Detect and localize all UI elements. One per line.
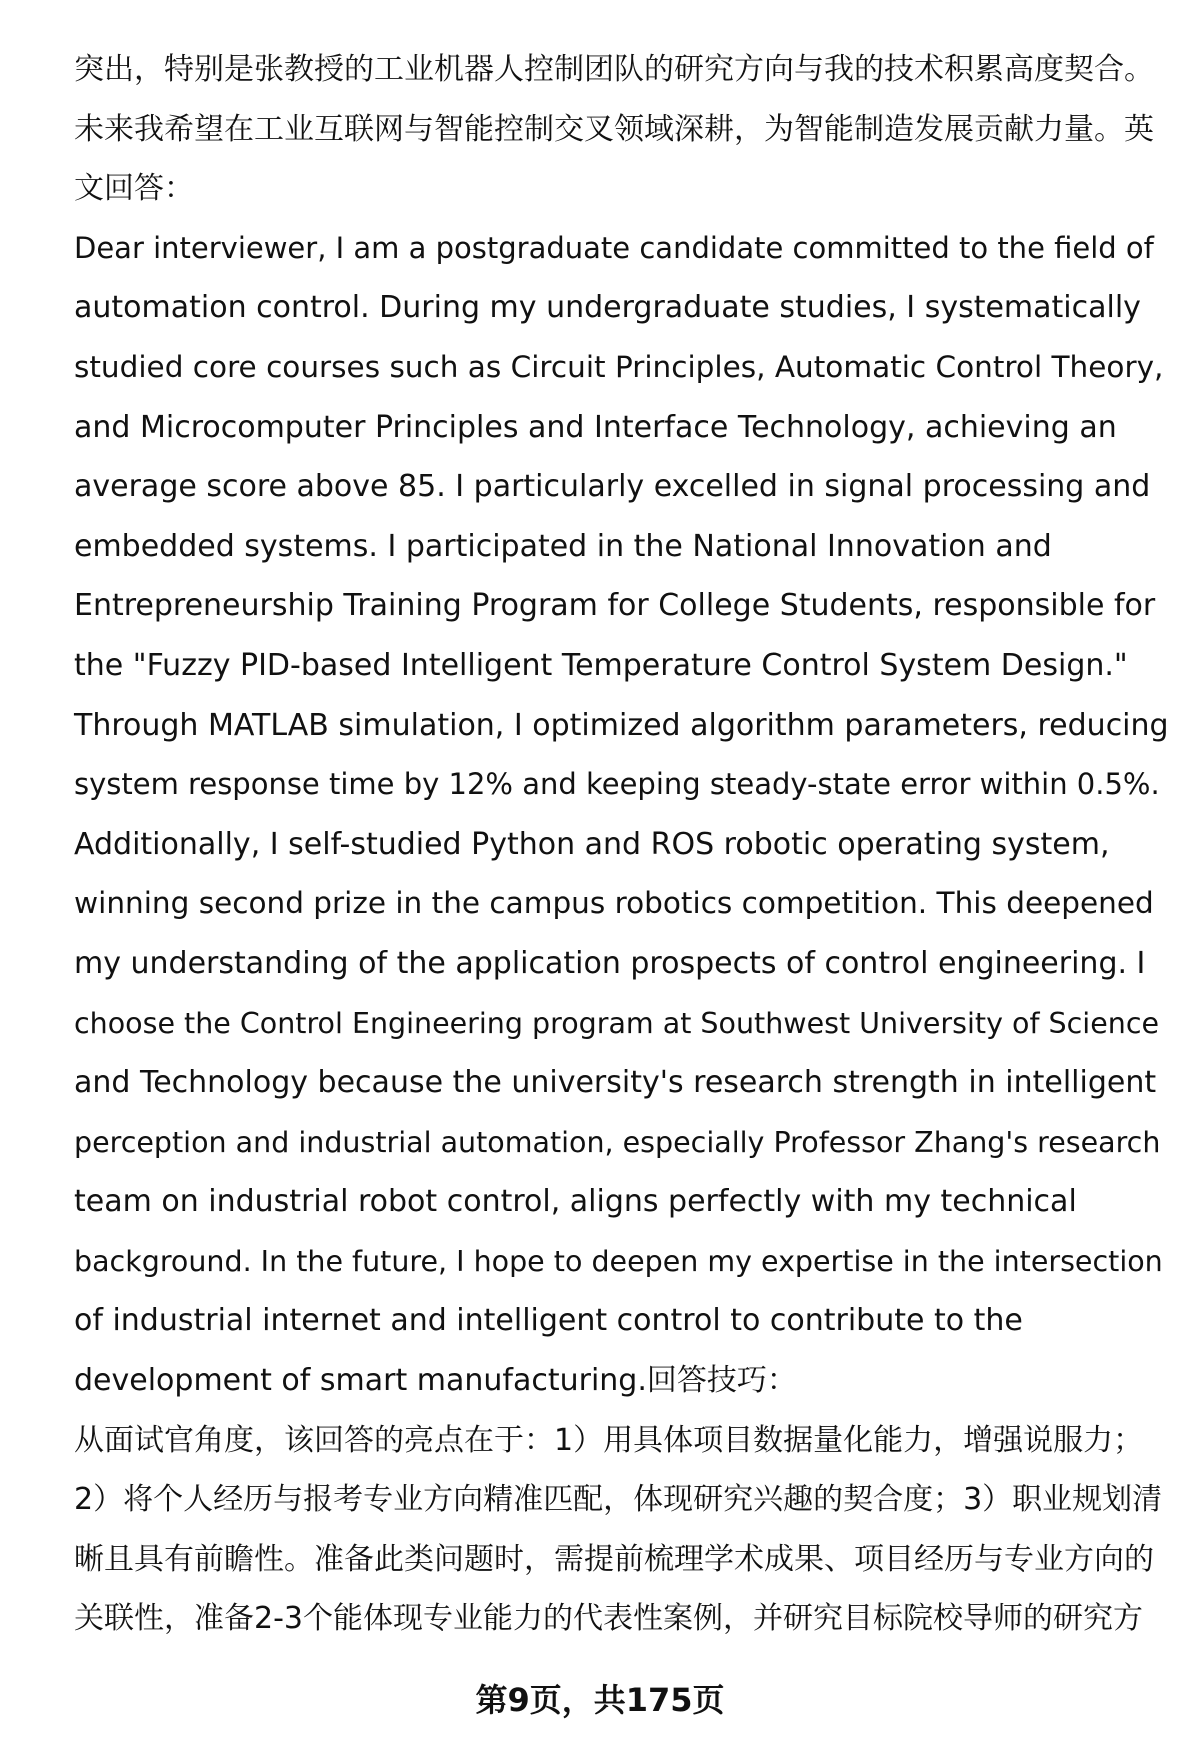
text-line: 2）将个人经历与报考专业方向精准匹配，体现研究兴趣的契合度；3）职业规划清 [74, 1482, 1163, 1518]
text-line: embedded systems. I participated in the National Innovation and [74, 528, 1052, 564]
text-line: Additionally, I self-studied Python and ROS robotic operating system, [74, 826, 1110, 862]
text-line: winning second prize in the campus robotics competition. This deepened [74, 886, 1154, 921]
text-line: 从面试官角度，该回答的亮点在于：1）用具体项目数据量化能力，增强说服力； [74, 1422, 1144, 1458]
body-text [74, 40, 1169, 1649]
text-line: perception and industrial automation, especially Professor Zhang's research [74, 1125, 1161, 1159]
text-line: 未来我希望在工业互联网与智能控制交叉领域深耕，为智能制造发展贡献力量。英 [74, 111, 1154, 147]
text-line: Entrepreneurship Training Program for College Students, responsible for [74, 588, 1156, 624]
text-line: studied core courses such as Circuit Principles, Automatic Control Theory, [74, 349, 1164, 384]
text-line: 晰且具有前瞻性。准备此类问题时，需提前梳理学术成果、项目经历与专业方向的 [74, 1541, 1154, 1577]
text-line: development of smart manufacturing.回答技巧： [74, 1363, 797, 1399]
text-line: Through MATLAB simulation, I optimized algorithm parameters, reducing [74, 707, 1169, 743]
text-line: choose the Control Engineering program at Southwest University of Science [74, 1006, 1160, 1040]
page-number: 第9页，共175页 [475, 1681, 725, 1719]
text-line: 突出，特别是张教授的工业机器人控制团队的研究方向与我的技术积累高度契合。 [74, 52, 1154, 87]
text-line: automation control. During my undergraduate studies, I systematically [74, 290, 1141, 326]
text-line: and Technology because the university's research strength in intelligent [74, 1065, 1157, 1101]
text-line: system response time by 12% and keeping steady-state error within 0.5%. [74, 767, 1160, 802]
text-line: average score above 85. I particularly excelled in signal processing and [74, 469, 1151, 505]
text-line: background. In the future, I hope to deepen my expertise in the intersection [74, 1244, 1163, 1278]
text-line: team on industrial robot control, aligns perfectly with my technical [74, 1184, 1077, 1220]
text-line: and Microcomputer Principles and Interface Technology, achieving an [74, 409, 1117, 445]
text-line: my understanding of the application prospects of control engineering. I [74, 945, 1146, 981]
text-line: of industrial internet and intelligent control to contribute to the [74, 1303, 1023, 1339]
text-line: 文回答： [74, 171, 194, 207]
text-line: Dear interviewer, I am a postgraduate candidate committed to the field of [74, 230, 1154, 265]
text-line: the "Fuzzy PID-based Intelligent Temperature Control System Design." [74, 647, 1128, 683]
text-line: 关联性，准备2-3个能体现专业能力的代表性案例，并研究目标院校导师的研究方 [74, 1601, 1143, 1637]
